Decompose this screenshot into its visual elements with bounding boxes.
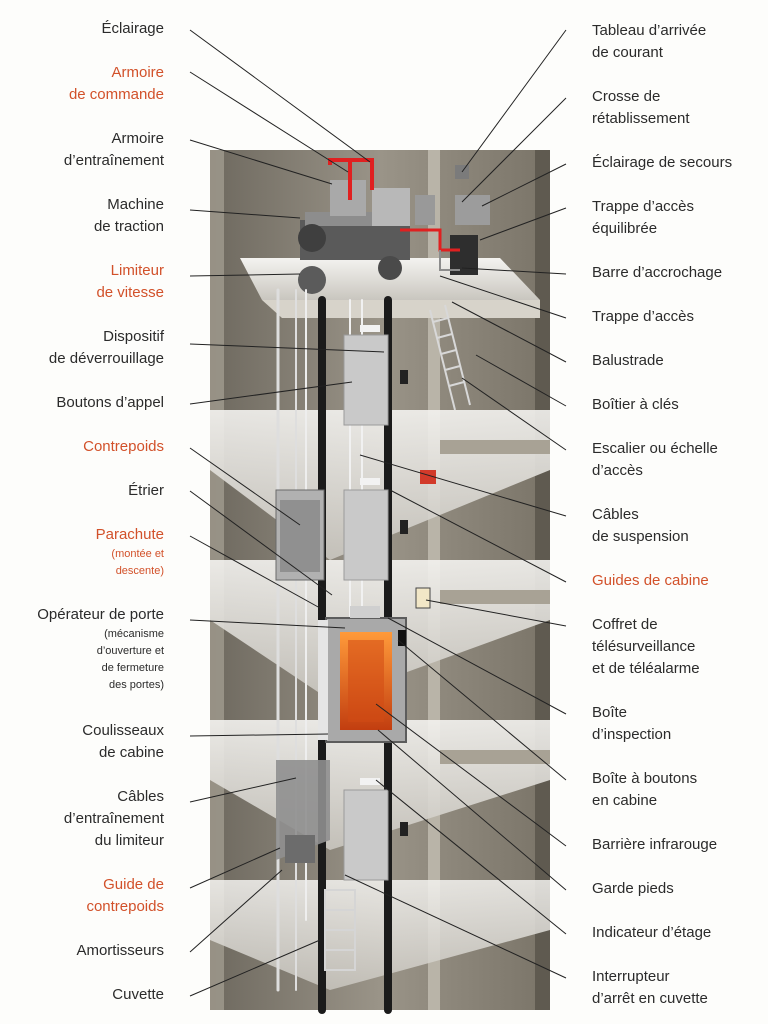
label-guide-contrepoids bbox=[86, 874, 164, 918]
label-line: Cuvette bbox=[112, 986, 164, 1003]
label-line: Étrier bbox=[128, 482, 164, 499]
label-line: de vitesse bbox=[96, 284, 164, 301]
label-cuvette bbox=[112, 984, 164, 1006]
label-barriere-infrarouge bbox=[592, 834, 717, 856]
label-line: de commande bbox=[68, 86, 164, 103]
label-line: Interrupteur bbox=[592, 968, 670, 985]
label-boite-inspection bbox=[592, 702, 671, 746]
label-contrepoids bbox=[83, 436, 164, 458]
label-line: Guide de bbox=[103, 876, 164, 893]
label-line: Opérateur de porte bbox=[37, 606, 164, 623]
label-armoire-commande bbox=[69, 62, 164, 106]
label-line: Coffret de bbox=[592, 616, 658, 633]
label-subline: de fermeture bbox=[101, 662, 164, 674]
label-trappe-acces-equilibree bbox=[592, 196, 694, 240]
label-armoire-entrainement bbox=[64, 128, 164, 172]
label-operateur-porte bbox=[37, 604, 164, 694]
label-line: Contrepoids bbox=[83, 438, 164, 455]
label-line: Armoire bbox=[111, 130, 164, 147]
label-line: d’inspection bbox=[592, 726, 672, 743]
label-amortisseurs bbox=[76, 940, 164, 962]
label-guides-cabine bbox=[592, 570, 709, 592]
label-line: Escalier ou échelle bbox=[592, 440, 718, 457]
label-parachute bbox=[96, 524, 164, 580]
label-line: et de téléalarme bbox=[592, 660, 700, 677]
label-boite-boutons-cabine bbox=[592, 768, 697, 812]
label-machine-traction bbox=[94, 194, 164, 238]
label-eclairage-secours bbox=[592, 152, 732, 174]
label-line: Armoire bbox=[111, 64, 164, 81]
label-barre-accrochage bbox=[592, 262, 722, 284]
label-boutons-appel bbox=[56, 392, 164, 414]
label-subline: descente) bbox=[115, 565, 164, 577]
label-tableau-arrivee-courant bbox=[592, 20, 706, 64]
label-eclairage bbox=[101, 18, 164, 40]
label-line: équilibrée bbox=[592, 220, 658, 237]
label-line: Limiteur bbox=[110, 262, 164, 279]
label-boitier-cles bbox=[592, 394, 679, 416]
label-line: de cabine bbox=[98, 744, 164, 761]
label-balustrade bbox=[592, 350, 664, 372]
label-line: Tableau d’arrivée bbox=[592, 22, 707, 39]
label-line: Boutons d’appel bbox=[56, 394, 164, 411]
leader-eclairage bbox=[190, 30, 370, 162]
label-indicateur-etage bbox=[592, 922, 711, 944]
label-line: Éclairage bbox=[101, 20, 164, 37]
label-subline: d’ouverture et bbox=[96, 645, 164, 657]
label-dispositif-deverrouillage bbox=[49, 326, 164, 370]
label-etrier bbox=[128, 480, 164, 502]
label-line: Barrière infrarouge bbox=[592, 836, 718, 853]
label-line: de déverrouillage bbox=[48, 350, 164, 367]
label-line: Crosse de bbox=[592, 88, 661, 105]
label-subline: (mécanisme bbox=[104, 628, 164, 640]
label-interrupteur-arret-cuvette bbox=[592, 966, 708, 1010]
label-coffret-telesurveillance bbox=[592, 614, 700, 680]
label-line: Barre d’accrochage bbox=[592, 264, 723, 281]
label-line: Dispositif bbox=[103, 328, 164, 345]
label-line: Boîtier à clés bbox=[592, 396, 679, 413]
label-crosse-retablissement bbox=[592, 86, 690, 130]
label-garde-pieds bbox=[592, 878, 674, 900]
label-line: d’entraînement bbox=[63, 152, 164, 169]
label-coulisseaux-cabine bbox=[82, 720, 164, 764]
label-line: de suspension bbox=[592, 528, 689, 545]
label-line: Éclairage de secours bbox=[592, 154, 733, 171]
label-line: Garde pieds bbox=[592, 880, 674, 897]
label-line: télésurveillance bbox=[592, 638, 696, 655]
label-line: en cabine bbox=[592, 792, 658, 809]
label-line: contrepoids bbox=[86, 898, 164, 915]
label-line: Câbles bbox=[117, 788, 164, 805]
label-line: Boîte à boutons bbox=[592, 770, 698, 787]
label-cables-entrainement-limiteur bbox=[64, 786, 164, 852]
label-line: de traction bbox=[93, 218, 164, 235]
label-subline: (montée et bbox=[111, 548, 164, 560]
label-line: Balustrade bbox=[592, 352, 664, 369]
label-line: d’entraînement bbox=[63, 810, 164, 827]
label-trappe-acces bbox=[592, 306, 694, 328]
elevator-cabin bbox=[318, 606, 406, 742]
label-line: d’arrêt en cuvette bbox=[592, 990, 708, 1007]
label-line: Parachute bbox=[95, 526, 164, 543]
label-cables-suspension bbox=[592, 504, 689, 548]
label-line: Trappe d’accès bbox=[592, 308, 694, 325]
label-line: rétablissement bbox=[592, 110, 690, 127]
label-line: Amortisseurs bbox=[76, 942, 164, 959]
label-line: de courant bbox=[592, 44, 663, 61]
label-line: d’accès bbox=[592, 462, 643, 479]
label-line: Coulisseaux bbox=[82, 722, 164, 739]
label-line: Boîte bbox=[592, 704, 628, 721]
label-escalier-echelle bbox=[592, 438, 718, 482]
label-line: Machine bbox=[107, 196, 164, 213]
label-line: du limiteur bbox=[94, 832, 164, 849]
label-line: Indicateur d’étage bbox=[592, 924, 712, 941]
label-limiteur-vitesse bbox=[96, 260, 164, 304]
label-line: Trappe d’accès bbox=[592, 198, 694, 215]
label-line: Câbles bbox=[592, 506, 639, 523]
label-line: Guides de cabine bbox=[592, 572, 709, 589]
label-subline: des portes) bbox=[108, 679, 164, 691]
